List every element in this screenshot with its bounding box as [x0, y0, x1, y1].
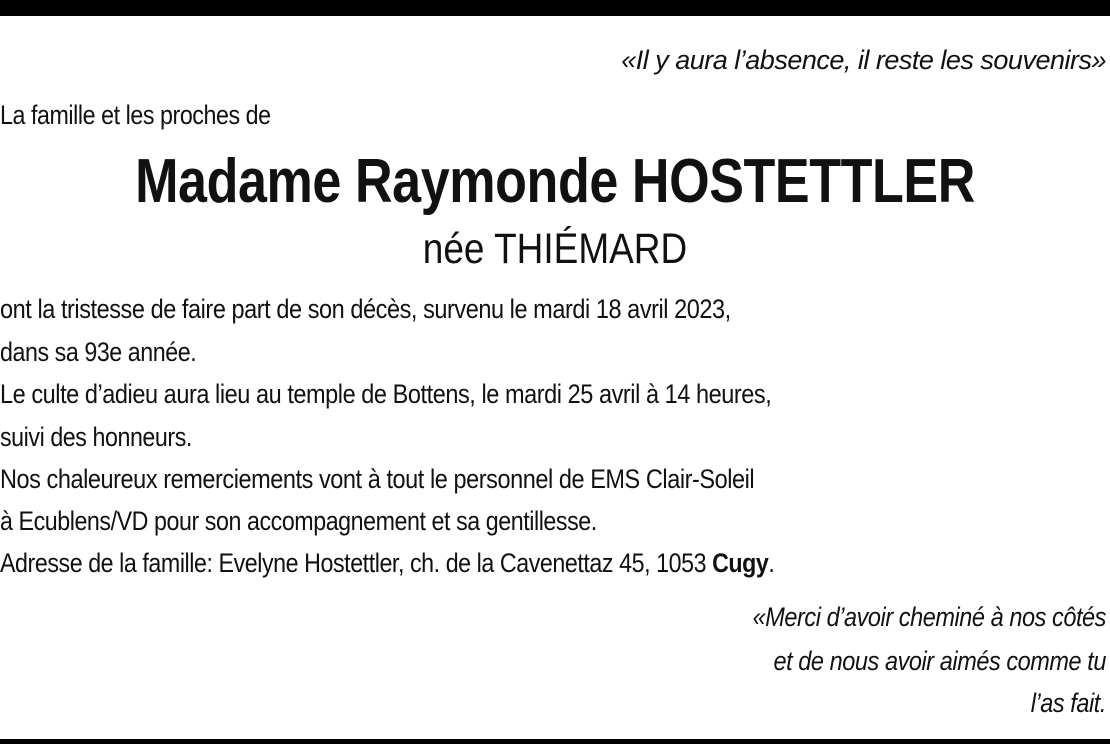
deceased-name: Madame Raymonde HOSTETTLER	[135, 147, 975, 216]
top-rule	[0, 0, 1110, 16]
epigraph: «Il y aura l’absence, il reste les souvenirs»	[621, 45, 1106, 75]
bottom-rule	[0, 739, 1110, 744]
intro-text: La famille et les proches de	[0, 100, 271, 130]
body-line-6: à Ecublens/VD pour son accompagnement et sa gentillesse.	[0, 506, 597, 536]
body-line-1: ont la tristesse de faire part de son décès, survenu le mardi 18 avril 2023,	[0, 294, 731, 324]
address-city: Cugy	[712, 548, 769, 578]
body-line-3: Le culte d’adieu aura lieu au temple de Bottens, le mardi 25 avril à 14 heures,	[0, 379, 772, 409]
body-line-5: Nos chaleureux remerciements vont à tout le personnel de EMS Clair-Soleil	[0, 464, 755, 494]
address-prefix: Adresse de la famille: Evelyne Hostettler, ch. de la Cavenettaz 45, 1053	[0, 548, 713, 578]
address-suffix: .	[768, 548, 775, 578]
closing-line-3: l’as fait.	[1030, 688, 1106, 718]
closing-line-2: et de nous avoir aimés comme tu	[773, 646, 1106, 676]
body-line-4: suivi des honneurs.	[0, 422, 192, 452]
birth-name: née THIÉMARD	[422, 225, 688, 273]
body-line-2: dans sa 93e année.	[0, 337, 197, 367]
family-address	[0, 547, 951, 579]
closing-line-1: «Merci d’avoir cheminé à nos côtés	[752, 602, 1106, 632]
